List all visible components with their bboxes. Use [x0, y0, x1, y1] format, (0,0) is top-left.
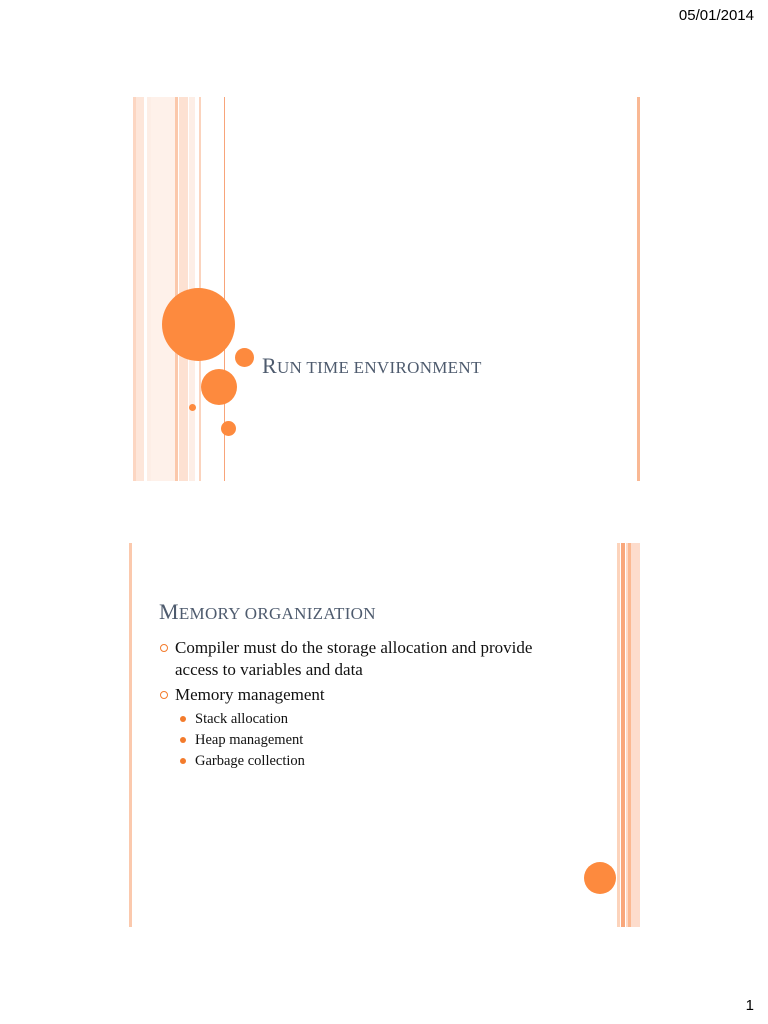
bullet-item [159, 637, 579, 681]
decor-circle [235, 348, 254, 367]
page-number: 1 [745, 997, 754, 1014]
sub-bullet-text: Heap management [195, 732, 304, 748]
sub-bullet-item [159, 751, 579, 772]
decor-stripe [637, 97, 640, 481]
slide-title-text [262, 353, 482, 379]
bullet-item [159, 684, 579, 706]
decor-stripe [631, 543, 640, 927]
bullet-text: Memory management [175, 685, 325, 704]
decor-stripe [621, 543, 625, 927]
decor-stripe [129, 543, 132, 927]
decor-stripe [151, 97, 175, 481]
sub-bullet-item [159, 709, 579, 730]
hollow-circle-bullet-icon [160, 691, 168, 699]
sub-bullet-text: Stack allocation [195, 711, 289, 727]
decor-stripe [175, 97, 178, 481]
slide-title [129, 97, 641, 481]
hollow-circle-bullet-icon [160, 644, 168, 652]
filled-circle-bullet-icon [180, 716, 186, 722]
decor-circle [201, 369, 237, 405]
slide-title-text [159, 599, 376, 625]
bullet-list [159, 637, 579, 772]
title-rest: UN TIME ENVIRONMENT [276, 358, 482, 377]
title-rest: EMORY ORGANIZATION [178, 604, 376, 623]
bullet-text: Compiler must do the storage allocation and provide access to variables and data [175, 638, 533, 679]
slide-content [129, 543, 641, 927]
decor-circle [584, 862, 616, 894]
decor-stripe [617, 543, 620, 927]
title-first-letter: R [262, 353, 277, 378]
title-first-letter: M [159, 599, 179, 624]
decor-stripe [136, 97, 144, 481]
decor-circle [189, 404, 196, 411]
sub-bullet-item [159, 730, 579, 751]
sub-bullet-text: Garbage collection [195, 753, 305, 769]
decor-circle [162, 288, 235, 361]
filled-circle-bullet-icon [180, 758, 186, 764]
filled-circle-bullet-icon [180, 737, 186, 743]
decor-circle [221, 421, 236, 436]
page-date: 05/01/2014 [678, 7, 754, 24]
